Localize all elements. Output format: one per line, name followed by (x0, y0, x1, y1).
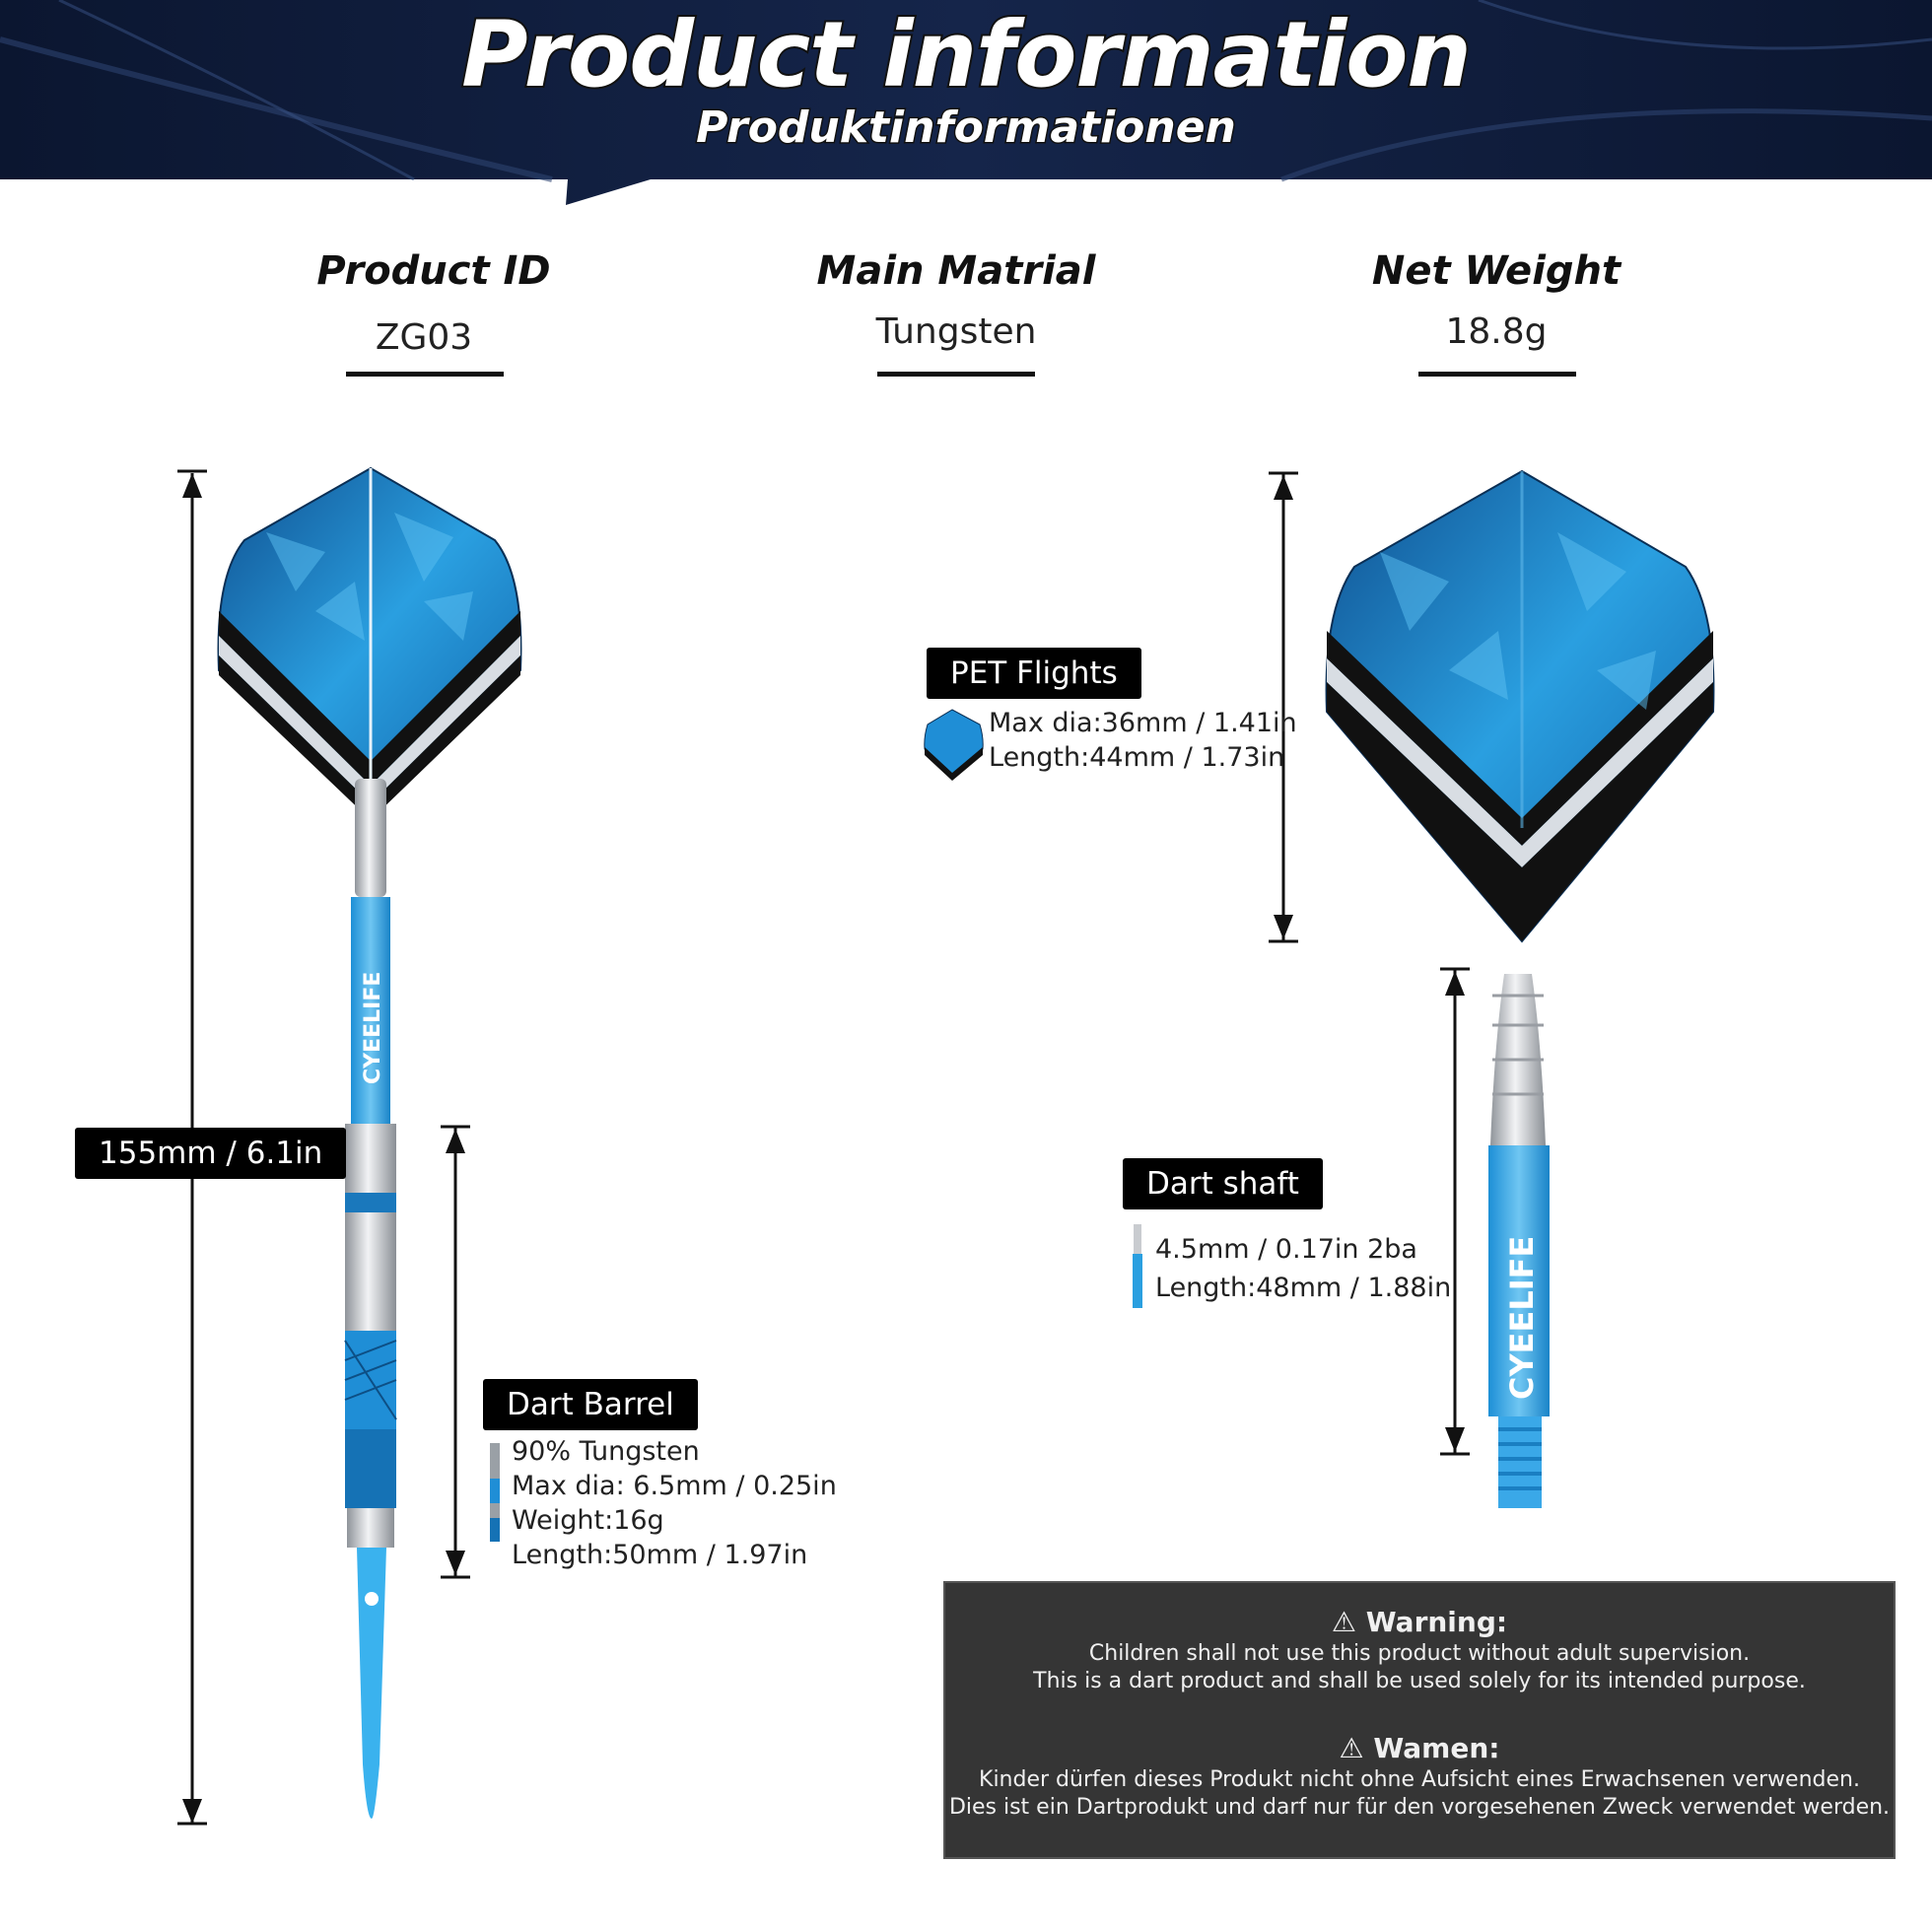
warning-line-en: Children shall not use this product without adult supervision. (1088, 1641, 1751, 1666)
warning-label (943, 1581, 1896, 1859)
page-title: Product information (461, 2, 1471, 107)
barrel-spec-line: Length:50mm / 1.97in (512, 1540, 808, 1570)
shaft-mini-icon (1133, 1224, 1142, 1308)
dart-tip (357, 1548, 386, 1819)
dart-flight (219, 468, 521, 820)
barrel-tag: Dart Barrel (483, 1379, 698, 1430)
warning-line-de: Dies ist ein Dartprodukt und darf nur für den vorgesehenen Zweck verwendet werden. (948, 1795, 1891, 1820)
spec-value-product-id: ZG03 (375, 317, 473, 358)
dart-shaft-top (355, 779, 386, 897)
flight-detail (1327, 471, 1714, 941)
warning-title-de: ⚠ Wamen: (1339, 1732, 1500, 1764)
barrel-spec-line: Weight:16g (512, 1505, 664, 1536)
shaft-spec-list (1155, 1230, 1451, 1307)
dart-shaft-brand: CYEELIFE (361, 971, 385, 1084)
warning-line-de: Kinder dürfen dieses Produkt nicht ohne Aufsicht eines Erwachsenen verwenden. (979, 1767, 1860, 1792)
spec-value-net-weight: 18.8g (1445, 311, 1548, 352)
shaft-tag: Dart shaft (1123, 1158, 1323, 1209)
barrel-spec-list (512, 1434, 837, 1572)
dart-barrel (345, 1124, 396, 1548)
flights-spec-list (989, 706, 1297, 775)
flight-mini-icon (925, 710, 983, 781)
flights-spec-line: Max dia:36mm / 1.41in (989, 708, 1297, 738)
warning-title-en: ⚠ Warning: (1331, 1606, 1508, 1638)
warning-icon: ⚠ (1339, 1732, 1374, 1764)
spec-label-product-id: Product ID (316, 248, 551, 294)
warning-line-en: This is a dart product and shall be used solely for its intended purpose. (1033, 1669, 1806, 1693)
spec-label-main-material: Main Matrial (816, 248, 1096, 294)
shaft-spec-line: 4.5mm / 0.17in 2ba (1155, 1234, 1417, 1265)
total-length-label: 155mm / 6.1in (75, 1128, 346, 1179)
shaft-brand: CYEELIFE (1503, 1235, 1541, 1400)
warning-icon: ⚠ (1331, 1606, 1366, 1638)
flights-spec-line: Length:44mm / 1.73in (989, 742, 1285, 773)
barrel-spec-line: 90% Tungsten (512, 1436, 700, 1467)
page-subtitle: Produktinformationen (696, 103, 1236, 153)
spec-label-net-weight: Net Weight (1371, 248, 1622, 294)
barrel-spec-line: Max dia: 6.5mm / 0.25in (512, 1471, 837, 1501)
barrel-mini-icon (490, 1443, 500, 1542)
shaft-spec-line: Length:48mm / 1.88in (1155, 1273, 1452, 1303)
dart-tip-hole (365, 1592, 379, 1606)
dimension-barrel (441, 1127, 470, 1577)
flights-tag: PET Flights (927, 648, 1141, 699)
shaft-detail (1488, 974, 1550, 1508)
spec-value-main-material: Tungsten (875, 311, 1037, 352)
dimension-shaft (1440, 969, 1470, 1454)
